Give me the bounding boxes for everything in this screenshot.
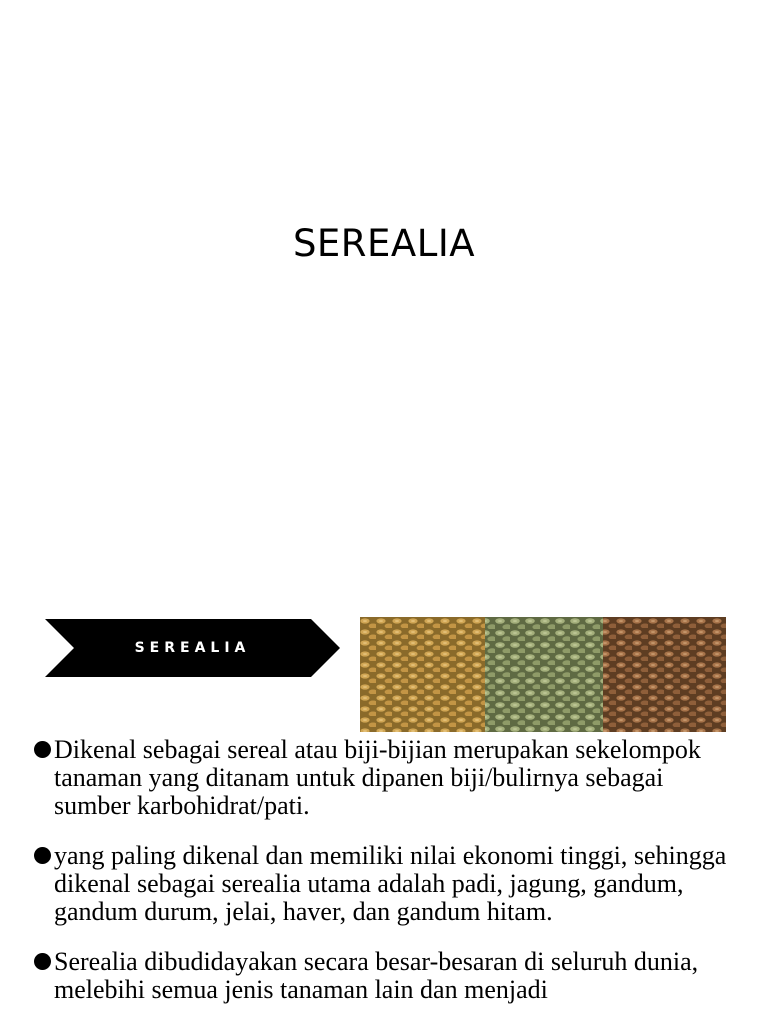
page-title: SEREALIA xyxy=(292,222,476,265)
bullet-dot-icon xyxy=(34,847,51,864)
wheat-grain-panel xyxy=(360,617,485,732)
bullet-text: Serealia dibudidayakan secara besar-besaran di seluruh dunia, melebihi semua jenis tanaman lain dan menjadi xyxy=(54,947,699,1004)
bullet-text: yang paling dikenal dan memiliki nilai ekonomi tinggi, sehingga dikenal sebagai serealia utama adalah padi, jagung, gandum, gandum durum, jelai, haver, dan gandum hitam. xyxy=(54,841,727,926)
bullet-item xyxy=(32,736,738,820)
bullet-text: Dikenal sebagai sereal atau biji-bijian merupakan sekelompok tanaman yang ditanam untuk dipanen biji/bulirnya sebagai sumber karbohidrat/pati. xyxy=(54,735,701,820)
bullet-dot-icon xyxy=(34,953,51,970)
title-banner xyxy=(45,619,340,677)
banner-label: SEREALIA xyxy=(134,640,251,656)
green-grain-panel xyxy=(485,617,603,732)
bullet-list xyxy=(32,736,738,1024)
bullet-item xyxy=(32,948,738,1004)
grain-photo xyxy=(360,617,726,732)
bullet-dot-icon xyxy=(34,741,51,758)
brown-grain-panel xyxy=(603,617,726,732)
bullet-item xyxy=(32,842,738,926)
